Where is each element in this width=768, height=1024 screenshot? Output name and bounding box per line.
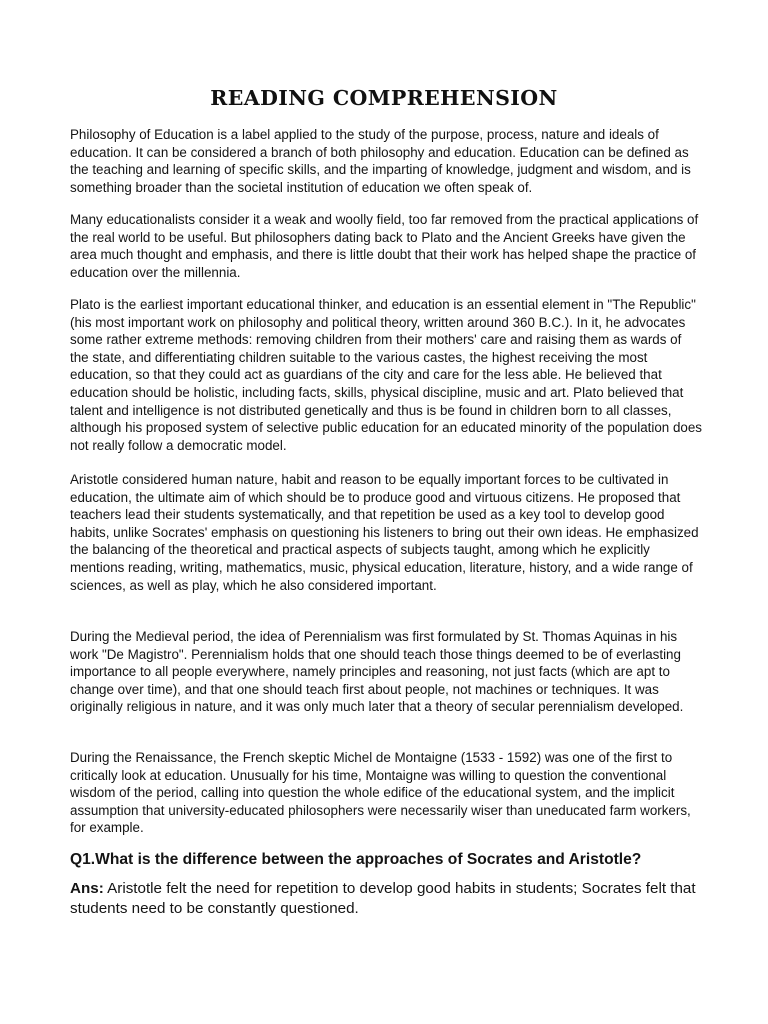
answer-label: Ans: (70, 880, 104, 897)
question-heading: Q1.What is the difference between the approaches of Socrates and Aristotle? (70, 851, 642, 868)
paragraph-aristotle: Aristotle considered human nature, habit and reason to be equally important forces to be cultivated in education, the ultimate aim of which should be to produce good and virtuous citizens. He proposed that teachers lead their students systematically, and that repetition be used as a key tool to develop good habits, unlike Socrates' emphasis on questioning his listeners to bring out their own ideas. He emphasized the balancing of the theoretical and practical aspects of subjects taught, among which he explicitly mentions reading, writing, mathematics, music, physical education, literature, history, and a wide range of sciences, as well as play, which he also considered important. (70, 472, 699, 593)
answer-text: Aristotle felt the need for repetition to develop good habits in students; Socrates felt that students need to be constantly questioned. (70, 880, 696, 917)
paragraph-educationalists: Many educationalists consider it a weak and woolly field, too far removed from the practical applications of the real world to be useful. But philosophers dating back to Plato and the Ancient Greeks have given the area much thought and emphasis, and there is little doubt that their work has helped shape the practice of education over the millennia. (70, 212, 699, 280)
answer-block (70, 879, 710, 919)
paragraph-medieval: During the Medieval period, the idea of Perennialism was first formulated by St. Thomas Aquinas in his work "De Magistro". Perennialism holds that one should teach those things deemed to be of everlasting importance to all people everywhere, namely principles and reasoning, not just facts (which are apt to change over time), and that one should teach first about people, not machines or techniques. It was originally religious in nature, and it was only much later that a theory of secular perennialism developed. (70, 629, 684, 715)
paragraph-plato: Plato is the earliest important educational thinker, and education is an essential element in "The Republic" (his most important work on philosophy and political theory, written around 360 B.C.). In it, he advocates some rather extreme methods: removing children from their mothers' care and raising them as wards of the state, and differentiating children suitable to the various castes, the highest receiving the most education, so that they could act as guardians of the city and care for the less able. He believed that education should be holistic, including facts, skills, physical discipline, music and art. Plato believed that talent and intelligence is not distributed genetically and thus is be found in children born to all classes, although his proposed system of selective public education for an educated minority of the population does not really follow a democratic model. (70, 297, 702, 453)
paragraph-renaissance: During the Renaissance, the French skeptic Michel de Montaigne (1533 - 1592) was one of the first to critically look at education. Unusually for his time, Montaigne was willing to question the conventional wisdom of the period, calling into question the whole edifice of the educational system, and the implicit assumption that university-educated philosophers were necessarily wiser than uneducated farm workers, for example. (70, 750, 691, 836)
paragraph-intro: Philosophy of Education is a label applied to the study of the purpose, process, nature and ideals of education. It can be considered a branch of both philosophy and education. Education can be defined as the teaching and learning of specific skills, and the imparting of knowledge, judgment and wisdom, and is something broader than the societal institution of education we often speak of. (70, 127, 691, 195)
page-title: READING COMPREHENSION (210, 86, 558, 110)
